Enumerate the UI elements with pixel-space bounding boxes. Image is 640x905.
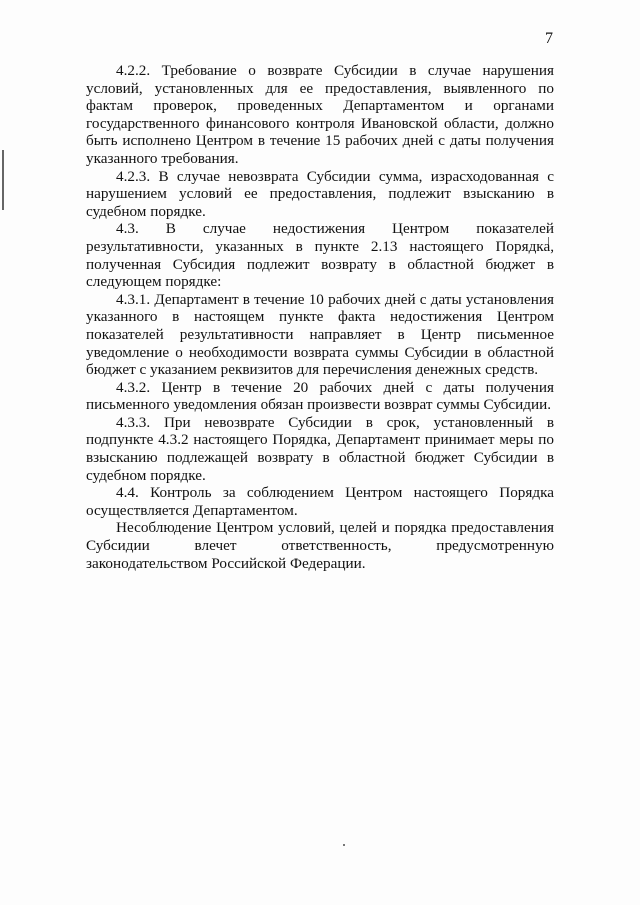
paragraph-4-4: 4.4. Контроль за соблюдением Центром настоящего Порядка осуществляется Департаментом. <box>86 484 554 519</box>
paragraph-4-3-2: 4.3.2. Центр в течение 20 рабочих дней с даты получения письменного уведомления обязан произвести возврат суммы Субсидии. <box>86 378 554 414</box>
page-number: 7 <box>545 30 553 47</box>
paragraph-4-2-3: 4.2.3. В случае невозврата Субсидии сумма, израсходованная с нарушением условий ее предоставления, подлежит взысканию в судебном порядке. <box>86 167 554 220</box>
scan-margin-mark <box>2 150 4 210</box>
paragraph-4-3-1: 4.3.1. Департамент в течение 10 рабочих дней с даты установления указанного в настоящем пункте факта недостижения Центром показателей результативности направляет в Центр письменное уведомление о необходимости возврата суммы Субсидии в областной бюджет с указанием реквизитов для перечисления денежных средств. <box>86 290 554 379</box>
document-body <box>86 62 554 572</box>
paragraph-4-2-2: 4.2.2. Требование о возврате Субсидии в случае нарушения условий, установленных для ее предоставления, выявленного по фактам проверок, проведенных Департаментом и органами государственного финансового контроля Ивановской области, должно быть исполнено Центром в течение 15 рабочих дней с даты получения указанного требования. <box>86 62 554 167</box>
paragraph-liability: Несоблюдение Центром условий, целей и порядка предоставления Субсидии влечет ответственность, предусмотренную законодательством Российской Федерации. <box>86 519 554 572</box>
paragraph-4-3: 4.3. В случае недостижения Центром показателей результативности, указанных в пункте 2.13 настоящего Порядка, полученная Субсидия подлежит возврату в областной бюджет в следующем порядке: <box>86 220 554 291</box>
scan-artifact-dot <box>343 844 345 846</box>
paragraph-4-3-3: 4.3.3. При невозврате Субсидии в срок, установленный в подпункте 4.3.2 настоящего Порядка, Департамент принимает меры по взысканию подлежащей возврату в областной бюджет Субсидии в судебном порядке. <box>86 413 554 484</box>
